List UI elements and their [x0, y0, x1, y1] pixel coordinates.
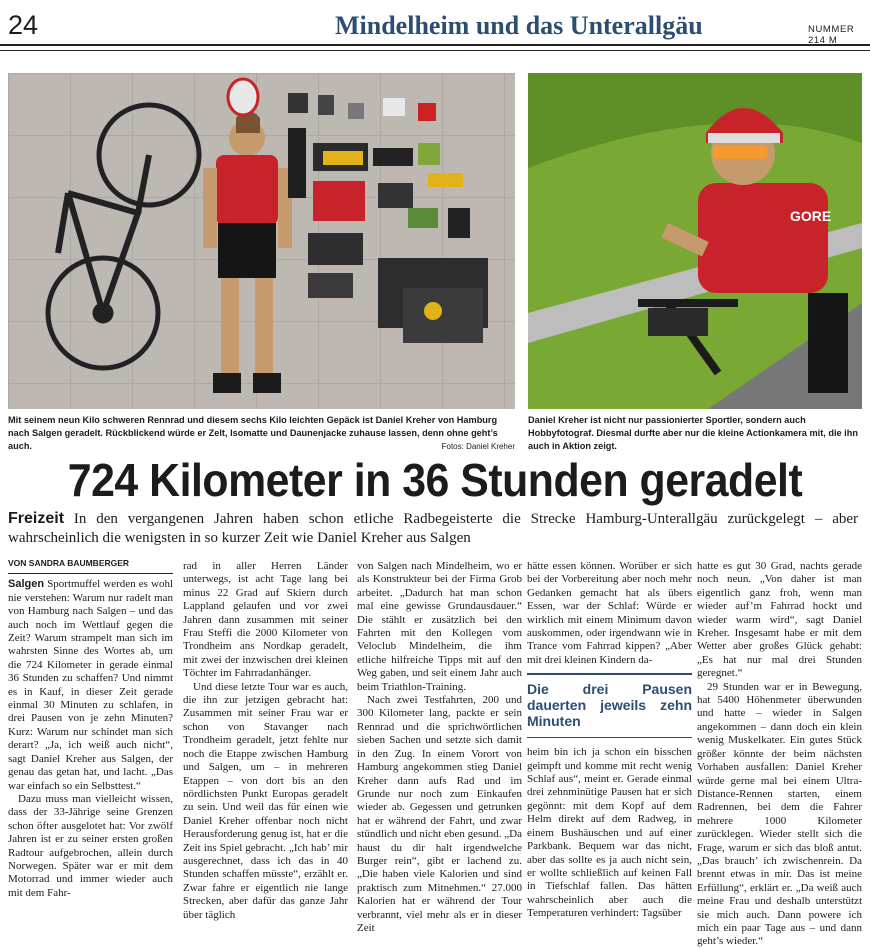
article-column-4	[527, 560, 692, 921]
article-column-1	[8, 557, 173, 900]
paragraph: Salgen Sportmuffel werden es wohl nie verstehen: Warum nur radelt man von Hamburg nach Salgen – und das auch noch im Wettlauf gegen die Zeit? Warum strampelt man sich im wahrsten Sinne des Wortes ab, um die 724 Kilometer in gerade einmal 36 Stunden zu schaffen? Und nimmt es in Kauf, in dieser Zeit gerade einmal 30 Minuten zu schlafen, in drei Pausen von je zehn Minuten? Kurz: Warum nur schindet man sich derart? „Ja, ich weiß auch nicht“, sagt Daniel Kreher aus Salgen, der genau das getan hat, und lacht. „Das war einfach so ein Selbsttest.“	[8, 578, 173, 792]
byline: VON SANDRA BAUMBERGER	[8, 557, 173, 574]
paragraph: 29 Stunden war er in Bewegung, hat 5400 Höhenmeter überwunden und hatte – wieder in Salgen angekommen – dann doch ein klein wenig Muskelkater. Ein gutes Stück größer könnte der beim nächsten Vorhaben ausfallen: Daniel Kreher würde gerne mal bei einem Ultra-Distance-Rennen starten, einem Radrennen, bei dem die Fahrer mehrere 1000 Kilometer zurücklegen. Wieder stellt sich die Frage, warum er sich das bloß antut. „Das brauch’ ich zwischenrein. Da brennt etwas in mir. Das ist meine Erfüllung“, erklärt er. „Da weiß auch meine Frau und deshalb unterstützt sie mich auch. Dann powere ich mich ein paar Tage aus – und dann geht’s wieder.“	[697, 680, 862, 948]
issue-number: NUMMER 214 M	[808, 24, 855, 46]
deck	[8, 509, 858, 548]
page-number: 24	[8, 10, 39, 40]
dateline: Salgen	[8, 578, 45, 591]
section-title: Mindelheim und das Unterallgäu	[335, 11, 703, 40]
deck-tag: Freizeit	[8, 510, 65, 527]
left-photo-caption	[8, 414, 515, 453]
photo-credit: Fotos: Daniel Kreher	[441, 442, 515, 451]
paragraph: Nach zwei Testfahrten, 200 und 300 Kilometer lang, packte er sein Rennrad und die sprichwörtlichen sieben Sachen und setzte sich damit in den Zug. In einem Vorort von Hamburg angekommen stieg Daniel Kreher dann aufs Rad und im Grunde nur noch zum Einkaufen wieder ab. Gegessen und getrunken hat er während der Fahrt, und zwar stündlich und nicht eben gesund. „Da haust du dir halt irgendwelche Burger rein“, gibt er lachend zu. „Die haben viele Kalorien und sind praktisch zum Mitnehmen.“ 27.000 Kalorien hat er während der Tour verbrannt, viel mehr als er in dieser Zeit	[357, 694, 522, 934]
article-column-5	[697, 560, 862, 949]
right-photo-caption: Daniel Kreher ist nicht nur passionierter Sportler, sondern auch Hobbyfotograf. Diesmal durfte aber nur die kleine Actionkamera mit, die ihn auch in Aktion zeigt.	[528, 415, 858, 451]
paragraph: von Salgen nach Mindelheim, wo er als Konstrukteur bei der Firma Grob arbeitet. „Dadurch hat man schon mal eine gewisse Grundausdauer.“ Die stählt er zusätzlich bei den Fahrten mit den Kollegen vom Veloclub Mindelheim, die ihm etliche hilfreiche Tipps mit auf den Weg gaben, und seit einem Jahr auch beim Triathlon-Training.	[357, 560, 522, 693]
jersey-logo: GORE	[790, 208, 832, 224]
helmet-icon	[228, 79, 258, 115]
article-column-3	[357, 560, 522, 935]
pull-quote: Die drei Pausen dauerten jeweils zehn Minuten	[527, 673, 692, 738]
paragraph: rad in aller Herren Länder unterwegs, ist acht Tage lang bei minus 22 Grad auf Skiern durch Lappland gelaufen und vor zwei Jahren dann zusammen mit seiner Frau Steffi die 2000 Kilometer von Trondheim ans Nordkap geradelt, mit zwei der inzwischen drei kleinen Töchter im Fahrradanhänger.	[183, 560, 348, 680]
paragraph: heim bin ich ja schon ein bisschen geimpft und komme mit recht wenig Schlaf aus“, meint er. Gerade einmal drei zehnminütige Pausen hat er sich gegönnt: mit dem Kopf auf dem Helm direkt auf dem Radweg, in einem Bushäuschen und auf einer Parkbank. Bequem war das nicht, aber das sollte es ja auch nicht sein, er wollte schließlich auf keinen Fall in Tiefschlaf fallen. Das hätten wahrscheinlich aber auch die Temperaturen verhindert: Tagsüber	[527, 746, 692, 920]
page-header	[0, 0, 870, 46]
left-caption-text: Mit seinem neun Kilo schweren Rennrad und diesem sechs Kilo leichten Gepäck ist Daniel Kreher von Hamburg nach Salgen geradelt. Rückblickend würde er Zelt, Isomatte und Daunenjacke zuhause lassen, denn ohne geht’s auch.	[8, 415, 498, 451]
header-rule	[0, 50, 870, 51]
riding-photo	[528, 73, 862, 409]
paragraph: hatte es gut 30 Grad, nachts gerade noch neun. „Von daher ist man eigentlich ganz froh, wenn man wieder auf’m Fahrrad hockt und wieder warm wird“, sagt Daniel Kreher. Insgesamt habe er mit dem Wetter aber großes Glück gehabt: „Es hat nur mal drei Stunden geregnet.“	[697, 560, 862, 680]
article-column-2	[183, 560, 348, 922]
paragraph: Und diese letzte Tour war es auch, die ihn zur jetzigen gebracht hat: Zusammen mit seiner Frau war er schon von Stavanger nach Trondheim geradelt, jetzt fehlte nur noch die Etappe zwischen Hamburg und Salgen, um – in mehreren Etappen – von dort bis an den nördlichsten Punkt Europas geradelt zu sein. Und weil das für einen wie Daniel Kreher offenbar noch nicht Herausforderung genug ist, hat er die Zeit ins Spiel gebracht. „Ich hab’ mir ausgerechnet, dass ich das in 40 Stunden schaffen müsste“, erzählt er. Zwar fahre er eigentlich nie lange Strecken, aber dafür das ganze Jahr über täglich	[183, 680, 348, 921]
deck-text: In den vergangenen Jahren haben schon etliche Radbegeisterte die Strecke Hamburg-Unterallgäu zurückgelegt – aber wahrscheinlich die wenigsten in so kurzer Zeit wie Daniel Kreher aus Salgen	[8, 511, 859, 546]
headline: 724 Kilometer in 36 Stunden geradelt	[67, 454, 803, 506]
riding-illustration	[528, 73, 862, 409]
paragraph: hätte essen können. Worüber er sich bei der Vorbereitung aber noch mehr Gedanken gemacht hat als übers Essen, war der Schlaf: Würde er wirklich mit einem Minimum davon auskommen, oder irgendwann wie in Trance vom Fahrrad kippen? „Aber mit drei kleinen Kindern da-	[527, 560, 692, 666]
paragraph: Dazu muss man vielleicht wissen, dass der 33-Jährige seine Grenzen schon öfter ausgelotet hat: Vor zwölf Jahren ist er zu seiner ersten großen Radtour aufgebrochen, allein durch Norwegen. Später war er mit dem Motorrad und immer wieder auch mit dem Fahr-	[8, 792, 173, 899]
gear-illustration	[8, 73, 515, 409]
gear-photo	[8, 73, 515, 409]
